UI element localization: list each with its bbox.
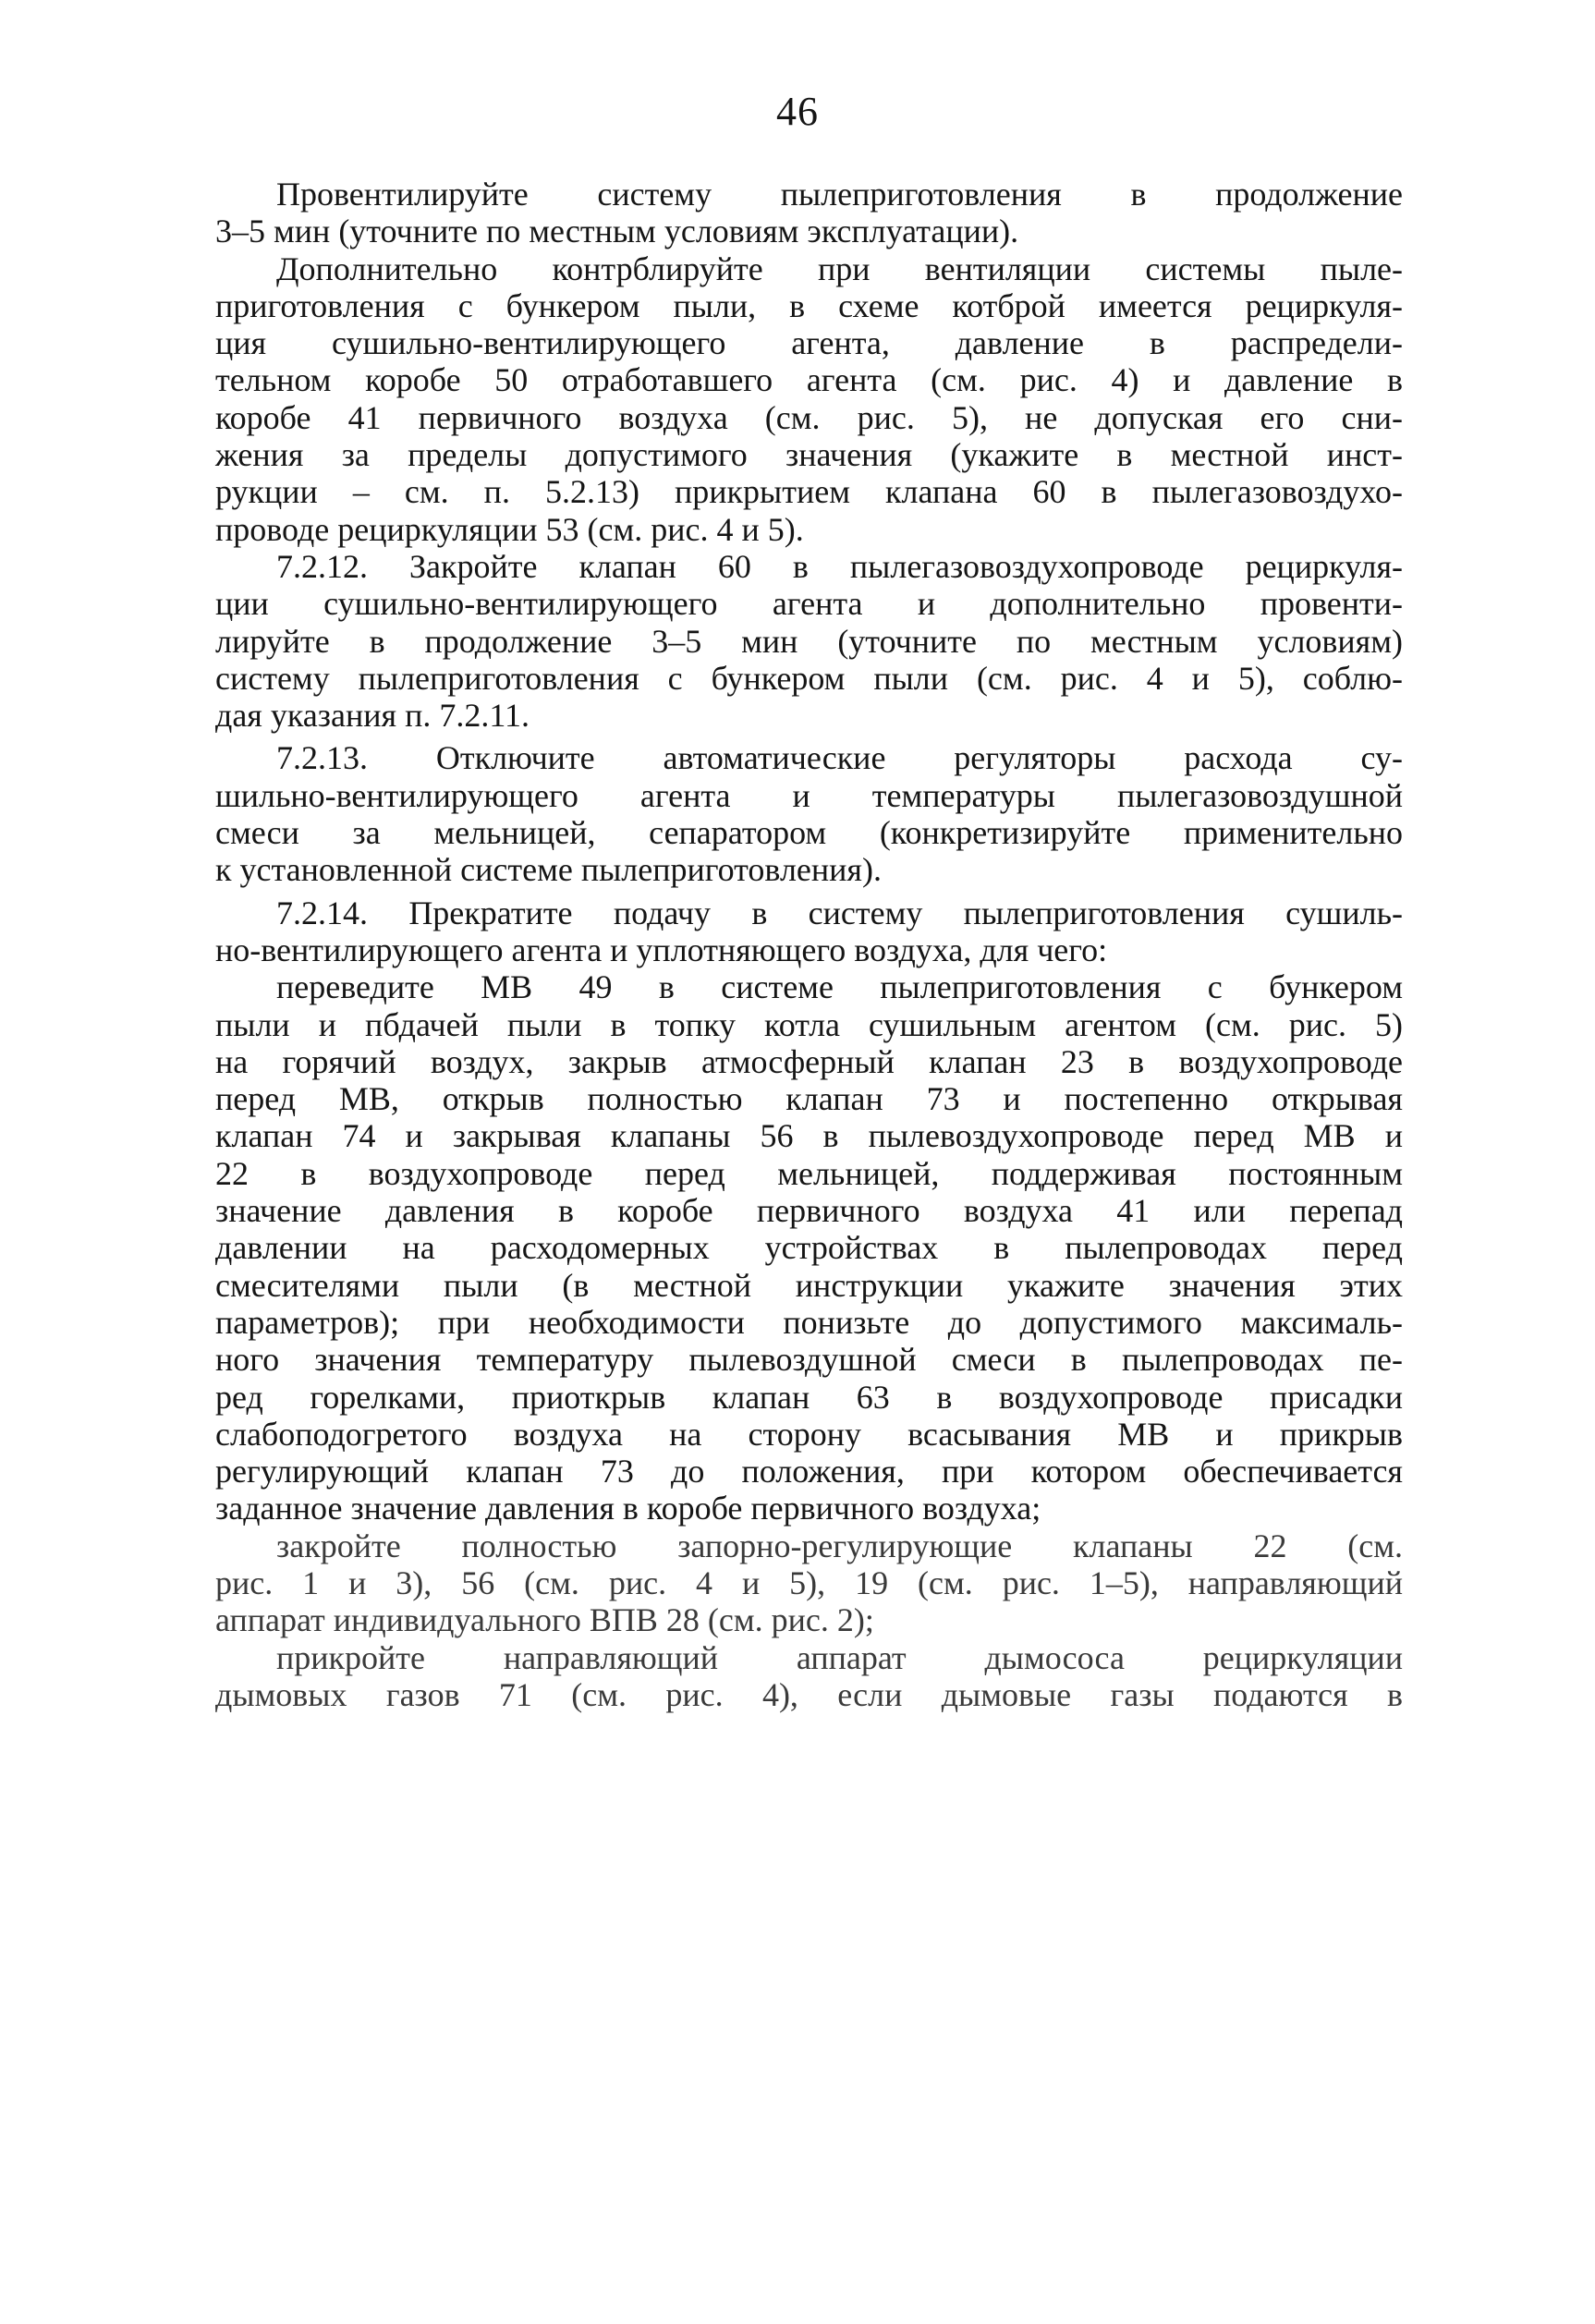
text-line: дая указания п. 7.2.11.	[215, 697, 530, 735]
text-line: но-вентилирующего агента и уплотняющего воздуха, для чего:	[215, 931, 1108, 968]
text-line: на горячий воздух, закрыв атмосферный клапан 23 в воздухопроводе	[215, 1042, 1403, 1080]
page-number: 46	[776, 89, 819, 134]
text-line: давлении на расходомерных устройствах в пылепроводах перед	[215, 1229, 1403, 1267]
text-line: систему пылеприготовления с бункером пыли (см. рис. 4 и 5), соблю-	[215, 659, 1403, 697]
text-line: проводе рециркуляции 53 (см. рис. 4 и 5).	[215, 510, 804, 548]
text-line: 7.2.13. Отключите автоматические регуляторы расхода су-	[276, 739, 1403, 777]
text-line: ции сушильно-вентилирующего агента и дополнительно провенти-	[215, 585, 1403, 623]
text-line: рис. 1 и 3), 56 (см. рис. 4 и 5), 19 (см. рис. 1–5), направляющий	[215, 1564, 1403, 1601]
text-line: Дополнительно контрблируйте при вентиляции системы пыле-	[276, 249, 1403, 287]
text-line: смеси за мельницей, сепаратором (конкретизируйте применительно	[215, 814, 1403, 852]
text-line: прикройте направляющий аппарат дымососа рециркуляции	[276, 1638, 1403, 1676]
text-line: клапан 74 и закрывая клапаны 56 в пылевоздухопроводе перед МВ и	[215, 1117, 1403, 1155]
text-line: рукции – см. п. 5.2.13) прикрытием клапана 60 в пылегазовоздухо-	[215, 473, 1403, 511]
text-line: закройте полностью запорно-регулирующие клапаны 22 (см.	[276, 1527, 1403, 1564]
text-line: значение давления в коробе первичного воздуха 41 или перепад	[215, 1192, 1403, 1230]
text-line: 7.2.14. Прекратите подачу в систему пылеприготовления сушиль-	[276, 894, 1403, 931]
text-line: приготовления с бункером пыли, в схеме котброй имеется рециркуля-	[215, 286, 1403, 324]
text-line: параметров); при необходимости понизьте до допустимого максималь-	[215, 1303, 1403, 1341]
text-line: шильно-вентилирующего агента и температуры пылегазовоздушной	[215, 776, 1403, 814]
text-line: регулирующий клапан 73 до положения, при котором обеспечивается	[215, 1453, 1403, 1491]
text-line: ред горелками, приоткрыв клапан 63 в воздухопроводе присадки	[215, 1378, 1403, 1416]
text-line: смесителями пыли (в местной инструкции укажите значения этих	[215, 1266, 1403, 1304]
text-line: тельном коробе 50 отработавшего агента (см. рис. 4) и давление в	[215, 361, 1403, 399]
text-line: переведите МВ 49 в системе пылеприготовления с бункером	[276, 968, 1403, 1006]
text-line: жения за пределы допустимого значения (укажите в местной инст-	[215, 436, 1403, 474]
text-line: лируйте в продолжение 3–5 мин (уточните по местным условиям)	[215, 622, 1403, 660]
text-line: ция сушильно-вентилирующего агента, давление в распредели-	[215, 324, 1403, 362]
text-line: слабоподогретого воздуха на сторону всасывания МВ и прикрыв	[215, 1415, 1403, 1453]
text-line: 3–5 мин (уточните по местным условиям эксплуатации).	[215, 213, 1019, 250]
text-line: Провентилируйте систему пылеприготовления в продолжение	[276, 176, 1403, 213]
text-line: дымовых газов 71 (см. рис. 4), если дымовые газы подаются в	[215, 1675, 1403, 1713]
text-line: ного значения температуру пылевоздушной смеси в пылепроводах пе-	[215, 1341, 1403, 1379]
text-line: пыли и пбдачей пыли в топку котла сушильным агентом (см. рис. 5)	[215, 1005, 1403, 1043]
text-line: перед МВ, открыв полностью клапан 73 и постепенно открывая	[215, 1080, 1403, 1118]
text-line: 7.2.12. Закройте клапан 60 в пылегазовоздухопроводе рециркуля-	[276, 547, 1403, 585]
text-line: аппарат индивидуального ВПВ 28 (см. рис. 2);	[215, 1601, 874, 1639]
body-text	[215, 176, 1403, 1713]
text-line: коробе 41 первичного воздуха (см. рис. 5), не допуская его сни-	[215, 398, 1403, 436]
text-line: 22 в воздухопроводе перед мельницей, поддерживая постоянным	[215, 1154, 1403, 1192]
text-line: заданное значение давления в коробе первичного воздуха;	[215, 1490, 1041, 1527]
text-line: к установленной системе пылеприготовления).	[215, 851, 882, 889]
